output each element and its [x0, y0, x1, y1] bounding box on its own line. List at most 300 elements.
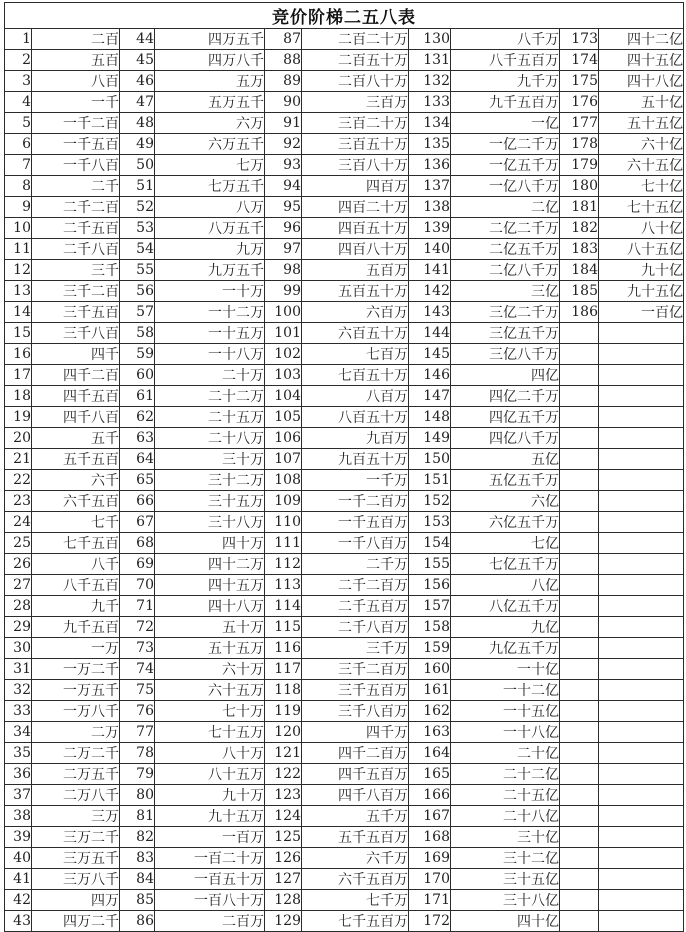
- amount-cell: 五百万: [302, 260, 409, 281]
- row-number-cell: 163: [409, 722, 451, 743]
- row-number-cell: [560, 890, 599, 911]
- amount-cell: 三千二百: [32, 281, 120, 302]
- row-number-cell: 43: [5, 911, 32, 932]
- row-number-cell: 151: [409, 470, 451, 491]
- row-number-cell: 33: [5, 701, 32, 722]
- amount-cell: 二百二十万: [302, 29, 409, 50]
- row-number-cell: 77: [120, 722, 155, 743]
- amount-cell: 三亿五千万: [451, 323, 560, 344]
- row-number-cell: [560, 743, 599, 764]
- amount-cell: 五十五亿: [599, 113, 684, 134]
- table-row: [5, 659, 684, 680]
- amount-cell: [599, 554, 684, 575]
- row-number-cell: 83: [120, 848, 155, 869]
- row-number-cell: 48: [120, 113, 155, 134]
- amount-cell: 四亿八千万: [451, 428, 560, 449]
- row-number-cell: 9: [5, 197, 32, 218]
- row-number-cell: 160: [409, 659, 451, 680]
- row-number-cell: 139: [409, 218, 451, 239]
- row-number-cell: 19: [5, 407, 32, 428]
- row-number-cell: [560, 407, 599, 428]
- row-number-cell: 51: [120, 176, 155, 197]
- amount-cell: 二亿五千万: [451, 239, 560, 260]
- row-number-cell: 180: [560, 176, 599, 197]
- amount-cell: 四千二百: [32, 365, 120, 386]
- amount-cell: 六十五亿: [599, 155, 684, 176]
- amount-cell: 二千五百: [32, 218, 120, 239]
- amount-cell: 二百: [32, 29, 120, 50]
- amount-cell: 二十二万: [155, 386, 265, 407]
- amount-cell: 九十亿: [599, 260, 684, 281]
- amount-cell: 三百万: [302, 92, 409, 113]
- row-number-cell: 16: [5, 344, 32, 365]
- title-row: [5, 3, 684, 29]
- row-number-cell: 108: [265, 470, 302, 491]
- row-number-cell: 153: [409, 512, 451, 533]
- row-number-cell: 100: [265, 302, 302, 323]
- amount-cell: 四千: [32, 344, 120, 365]
- amount-cell: 三十二万: [155, 470, 265, 491]
- row-number-cell: [560, 596, 599, 617]
- row-number-cell: 159: [409, 638, 451, 659]
- row-number-cell: 34: [5, 722, 32, 743]
- row-number-cell: 112: [265, 554, 302, 575]
- row-number-cell: 20: [5, 428, 32, 449]
- row-number-cell: 88: [265, 50, 302, 71]
- amount-cell: 七万五千: [155, 176, 265, 197]
- amount-cell: 二十万: [155, 365, 265, 386]
- amount-cell: 八千五百万: [451, 50, 560, 71]
- amount-cell: 六亿: [451, 491, 560, 512]
- amount-cell: 五亿: [451, 449, 560, 470]
- amount-cell: [599, 701, 684, 722]
- amount-cell: [599, 596, 684, 617]
- row-number-cell: [560, 575, 599, 596]
- amount-cell: 四亿五千万: [451, 407, 560, 428]
- row-number-cell: 117: [265, 659, 302, 680]
- amount-cell: 三千: [32, 260, 120, 281]
- row-number-cell: [560, 848, 599, 869]
- amount-cell: 一亿二千万: [451, 134, 560, 155]
- amount-cell: 一亿五千万: [451, 155, 560, 176]
- amount-cell: 九万: [155, 239, 265, 260]
- row-number-cell: 157: [409, 596, 451, 617]
- amount-cell: 三千八百: [32, 323, 120, 344]
- row-number-cell: 165: [409, 764, 451, 785]
- row-number-cell: 29: [5, 617, 32, 638]
- amount-cell: 一百二十万: [155, 848, 265, 869]
- row-number-cell: 3: [5, 71, 32, 92]
- row-number-cell: 172: [409, 911, 451, 932]
- row-number-cell: 158: [409, 617, 451, 638]
- row-number-cell: 73: [120, 638, 155, 659]
- row-number-cell: 128: [265, 890, 302, 911]
- amount-cell: 九亿五千万: [451, 638, 560, 659]
- row-number-cell: 90: [265, 92, 302, 113]
- amount-cell: 四百二十万: [302, 197, 409, 218]
- amount-cell: 六万: [155, 113, 265, 134]
- amount-cell: 二万八千: [32, 785, 120, 806]
- row-number-cell: 162: [409, 701, 451, 722]
- table-row: [5, 386, 684, 407]
- row-number-cell: 154: [409, 533, 451, 554]
- row-number-cell: 41: [5, 869, 32, 890]
- row-number-cell: 146: [409, 365, 451, 386]
- amount-cell: 一万二千: [32, 659, 120, 680]
- row-number-cell: 78: [120, 743, 155, 764]
- amount-cell: 三千万: [302, 638, 409, 659]
- amount-cell: [599, 365, 684, 386]
- amount-cell: 二十八亿: [451, 806, 560, 827]
- row-number-cell: 101: [265, 323, 302, 344]
- amount-cell: 五万五千: [155, 92, 265, 113]
- row-number-cell: 69: [120, 554, 155, 575]
- row-number-cell: 137: [409, 176, 451, 197]
- amount-cell: 一千五百: [32, 134, 120, 155]
- row-number-cell: [560, 806, 599, 827]
- row-number-cell: 129: [265, 911, 302, 932]
- amount-cell: 八千万: [451, 29, 560, 50]
- row-number-cell: 121: [265, 743, 302, 764]
- amount-cell: 一亿八千万: [451, 176, 560, 197]
- amount-cell: 九百五十万: [302, 449, 409, 470]
- amount-cell: 四亿二千万: [451, 386, 560, 407]
- row-number-cell: 53: [120, 218, 155, 239]
- row-number-cell: 114: [265, 596, 302, 617]
- amount-cell: 七十五万: [155, 722, 265, 743]
- amount-cell: [599, 743, 684, 764]
- row-number-cell: 4: [5, 92, 32, 113]
- amount-cell: 五千五百: [32, 449, 120, 470]
- amount-cell: 二亿八千万: [451, 260, 560, 281]
- amount-cell: 二千五百万: [302, 596, 409, 617]
- amount-cell: 四十八亿: [599, 71, 684, 92]
- amount-cell: 四千二百万: [302, 743, 409, 764]
- row-number-cell: 76: [120, 701, 155, 722]
- row-number-cell: 126: [265, 848, 302, 869]
- row-number-cell: 44: [120, 29, 155, 50]
- ladder-table-body: [5, 29, 684, 932]
- table-row: [5, 827, 684, 848]
- row-number-cell: 182: [560, 218, 599, 239]
- amount-cell: 二千万: [302, 554, 409, 575]
- row-number-cell: 11: [5, 239, 32, 260]
- amount-cell: [599, 911, 684, 932]
- row-number-cell: [560, 554, 599, 575]
- amount-cell: 五千五百万: [302, 827, 409, 848]
- amount-cell: 七万: [155, 155, 265, 176]
- amount-cell: 五千万: [302, 806, 409, 827]
- table-row: [5, 344, 684, 365]
- row-number-cell: [560, 449, 599, 470]
- row-number-cell: 24: [5, 512, 32, 533]
- amount-cell: 七百万: [302, 344, 409, 365]
- row-number-cell: 147: [409, 386, 451, 407]
- table-row: [5, 218, 684, 239]
- amount-cell: 二百五十万: [302, 50, 409, 71]
- table-row: [5, 365, 684, 386]
- amount-cell: 四万: [32, 890, 120, 911]
- row-number-cell: 134: [409, 113, 451, 134]
- table-row: [5, 617, 684, 638]
- row-number-cell: 35: [5, 743, 32, 764]
- amount-cell: 一十亿: [451, 659, 560, 680]
- amount-cell: 四十二万: [155, 554, 265, 575]
- row-number-cell: 13: [5, 281, 32, 302]
- amount-cell: 三千五百: [32, 302, 120, 323]
- amount-cell: 七千五百: [32, 533, 120, 554]
- row-number-cell: 49: [120, 134, 155, 155]
- row-number-cell: 149: [409, 428, 451, 449]
- row-number-cell: 38: [5, 806, 32, 827]
- amount-cell: 一十二万: [155, 302, 265, 323]
- row-number-cell: 102: [265, 344, 302, 365]
- row-number-cell: 31: [5, 659, 32, 680]
- row-number-cell: 57: [120, 302, 155, 323]
- row-number-cell: 21: [5, 449, 32, 470]
- row-number-cell: 127: [265, 869, 302, 890]
- table-row: [5, 176, 684, 197]
- row-number-cell: [560, 680, 599, 701]
- amount-cell: 一万五千: [32, 680, 120, 701]
- amount-cell: 二亿二千万: [451, 218, 560, 239]
- row-number-cell: 7: [5, 155, 32, 176]
- row-number-cell: 50: [120, 155, 155, 176]
- table-row: [5, 764, 684, 785]
- row-number-cell: 168: [409, 827, 451, 848]
- table-row: [5, 29, 684, 50]
- amount-cell: 一千八百万: [302, 533, 409, 554]
- table-row: [5, 323, 684, 344]
- amount-cell: 三百五十万: [302, 134, 409, 155]
- amount-cell: 六十万: [155, 659, 265, 680]
- amount-cell: 七亿五千万: [451, 554, 560, 575]
- table-row: [5, 155, 684, 176]
- row-number-cell: [560, 428, 599, 449]
- table-row: [5, 806, 684, 827]
- amount-cell: 八亿五千万: [451, 596, 560, 617]
- amount-cell: 六百万: [302, 302, 409, 323]
- amount-cell: 一万: [32, 638, 120, 659]
- amount-cell: 二万二千: [32, 743, 120, 764]
- amount-cell: 六千万: [302, 848, 409, 869]
- row-number-cell: 27: [5, 575, 32, 596]
- row-number-cell: 98: [265, 260, 302, 281]
- amount-cell: [599, 491, 684, 512]
- row-number-cell: 60: [120, 365, 155, 386]
- row-number-cell: 8: [5, 176, 32, 197]
- table-row: [5, 302, 684, 323]
- amount-cell: 八十五万: [155, 764, 265, 785]
- table-row: [5, 785, 684, 806]
- amount-cell: 八千: [32, 554, 120, 575]
- amount-cell: 九十万: [155, 785, 265, 806]
- table-row: [5, 638, 684, 659]
- row-number-cell: 185: [560, 281, 599, 302]
- table-row: [5, 680, 684, 701]
- amount-cell: 九十五亿: [599, 281, 684, 302]
- table-row: [5, 743, 684, 764]
- row-number-cell: 132: [409, 71, 451, 92]
- row-number-cell: [560, 365, 599, 386]
- amount-cell: 六十五万: [155, 680, 265, 701]
- row-number-cell: 156: [409, 575, 451, 596]
- amount-cell: 三百二十万: [302, 113, 409, 134]
- row-number-cell: 136: [409, 155, 451, 176]
- row-number-cell: 176: [560, 92, 599, 113]
- amount-cell: 三亿: [451, 281, 560, 302]
- table-row: [5, 113, 684, 134]
- amount-cell: 七千五百万: [302, 911, 409, 932]
- amount-cell: 七十五亿: [599, 197, 684, 218]
- amount-cell: 一十五万: [155, 323, 265, 344]
- amount-cell: 一十八亿: [451, 722, 560, 743]
- row-number-cell: 177: [560, 113, 599, 134]
- row-number-cell: [560, 323, 599, 344]
- row-number-cell: 118: [265, 680, 302, 701]
- row-number-cell: 131: [409, 50, 451, 71]
- row-number-cell: 85: [120, 890, 155, 911]
- row-number-cell: [560, 386, 599, 407]
- row-number-cell: [560, 911, 599, 932]
- row-number-cell: 184: [560, 260, 599, 281]
- amount-cell: 五十五万: [155, 638, 265, 659]
- amount-cell: 一十二亿: [451, 680, 560, 701]
- row-number-cell: 30: [5, 638, 32, 659]
- amount-cell: 四亿: [451, 365, 560, 386]
- row-number-cell: [560, 701, 599, 722]
- amount-cell: 二千二百: [32, 197, 120, 218]
- row-number-cell: 75: [120, 680, 155, 701]
- row-number-cell: 42: [5, 890, 32, 911]
- row-number-cell: 17: [5, 365, 32, 386]
- row-number-cell: 71: [120, 596, 155, 617]
- amount-cell: 九十五万: [155, 806, 265, 827]
- amount-cell: [599, 344, 684, 365]
- amount-cell: 二千八百: [32, 239, 120, 260]
- row-number-cell: 80: [120, 785, 155, 806]
- amount-cell: 二千二百万: [302, 575, 409, 596]
- amount-cell: 三十八万: [155, 512, 265, 533]
- amount-cell: [599, 617, 684, 638]
- amount-cell: 五万: [155, 71, 265, 92]
- row-number-cell: [560, 617, 599, 638]
- amount-cell: 四千万: [302, 722, 409, 743]
- amount-cell: 一千五百万: [302, 512, 409, 533]
- table-row: [5, 470, 684, 491]
- amount-cell: 一亿: [451, 113, 560, 134]
- amount-cell: 二千八百万: [302, 617, 409, 638]
- table-row: [5, 890, 684, 911]
- amount-cell: 二百万: [155, 911, 265, 932]
- row-number-cell: 140: [409, 239, 451, 260]
- row-number-cell: 96: [265, 218, 302, 239]
- row-number-cell: 66: [120, 491, 155, 512]
- row-number-cell: 15: [5, 323, 32, 344]
- row-number-cell: 175: [560, 71, 599, 92]
- amount-cell: 二十五亿: [451, 785, 560, 806]
- amount-cell: 一十万: [155, 281, 265, 302]
- table-row: [5, 575, 684, 596]
- amount-cell: [599, 785, 684, 806]
- amount-cell: [599, 533, 684, 554]
- row-number-cell: 5: [5, 113, 32, 134]
- row-number-cell: 125: [265, 827, 302, 848]
- table-row: [5, 911, 684, 932]
- amount-cell: 八万五千: [155, 218, 265, 239]
- row-number-cell: [560, 785, 599, 806]
- row-number-cell: 170: [409, 869, 451, 890]
- row-number-cell: 97: [265, 239, 302, 260]
- row-number-cell: 40: [5, 848, 32, 869]
- row-number-cell: 45: [120, 50, 155, 71]
- row-number-cell: 152: [409, 491, 451, 512]
- row-number-cell: 103: [265, 365, 302, 386]
- amount-cell: 九千五百万: [451, 92, 560, 113]
- row-number-cell: 64: [120, 449, 155, 470]
- amount-cell: [599, 806, 684, 827]
- row-number-cell: 6: [5, 134, 32, 155]
- amount-cell: [599, 890, 684, 911]
- amount-cell: 一十五亿: [451, 701, 560, 722]
- amount-cell: 一万八千: [32, 701, 120, 722]
- row-number-cell: 130: [409, 29, 451, 50]
- row-number-cell: 28: [5, 596, 32, 617]
- amount-cell: 八万: [155, 197, 265, 218]
- row-number-cell: 99: [265, 281, 302, 302]
- amount-cell: 二十亿: [451, 743, 560, 764]
- amount-cell: 一千二百: [32, 113, 120, 134]
- row-number-cell: 94: [265, 176, 302, 197]
- table-row: [5, 260, 684, 281]
- row-number-cell: 105: [265, 407, 302, 428]
- row-number-cell: 183: [560, 239, 599, 260]
- amount-cell: 三十亿: [451, 827, 560, 848]
- row-number-cell: 37: [5, 785, 32, 806]
- amount-cell: 一百亿: [599, 302, 684, 323]
- table-row: [5, 491, 684, 512]
- table-row: [5, 449, 684, 470]
- row-number-cell: [560, 470, 599, 491]
- row-number-cell: 110: [265, 512, 302, 533]
- row-number-cell: 18: [5, 386, 32, 407]
- amount-cell: 五十万: [155, 617, 265, 638]
- row-number-cell: 36: [5, 764, 32, 785]
- row-number-cell: 133: [409, 92, 451, 113]
- amount-cell: 五百五十万: [302, 281, 409, 302]
- row-number-cell: [560, 659, 599, 680]
- row-number-cell: 86: [120, 911, 155, 932]
- row-number-cell: 155: [409, 554, 451, 575]
- amount-cell: 九万五千: [155, 260, 265, 281]
- amount-cell: [599, 659, 684, 680]
- amount-cell: 八百万: [302, 386, 409, 407]
- table-row: [5, 50, 684, 71]
- row-number-cell: 186: [560, 302, 599, 323]
- amount-cell: 四十五亿: [599, 50, 684, 71]
- table-row: [5, 701, 684, 722]
- amount-cell: 四千八百: [32, 407, 120, 428]
- amount-cell: 六百五十万: [302, 323, 409, 344]
- row-number-cell: 55: [120, 260, 155, 281]
- row-number-cell: 32: [5, 680, 32, 701]
- amount-cell: [599, 680, 684, 701]
- row-number-cell: 166: [409, 785, 451, 806]
- row-number-cell: 68: [120, 533, 155, 554]
- row-number-cell: 87: [265, 29, 302, 50]
- row-number-cell: 138: [409, 197, 451, 218]
- row-number-cell: 107: [265, 449, 302, 470]
